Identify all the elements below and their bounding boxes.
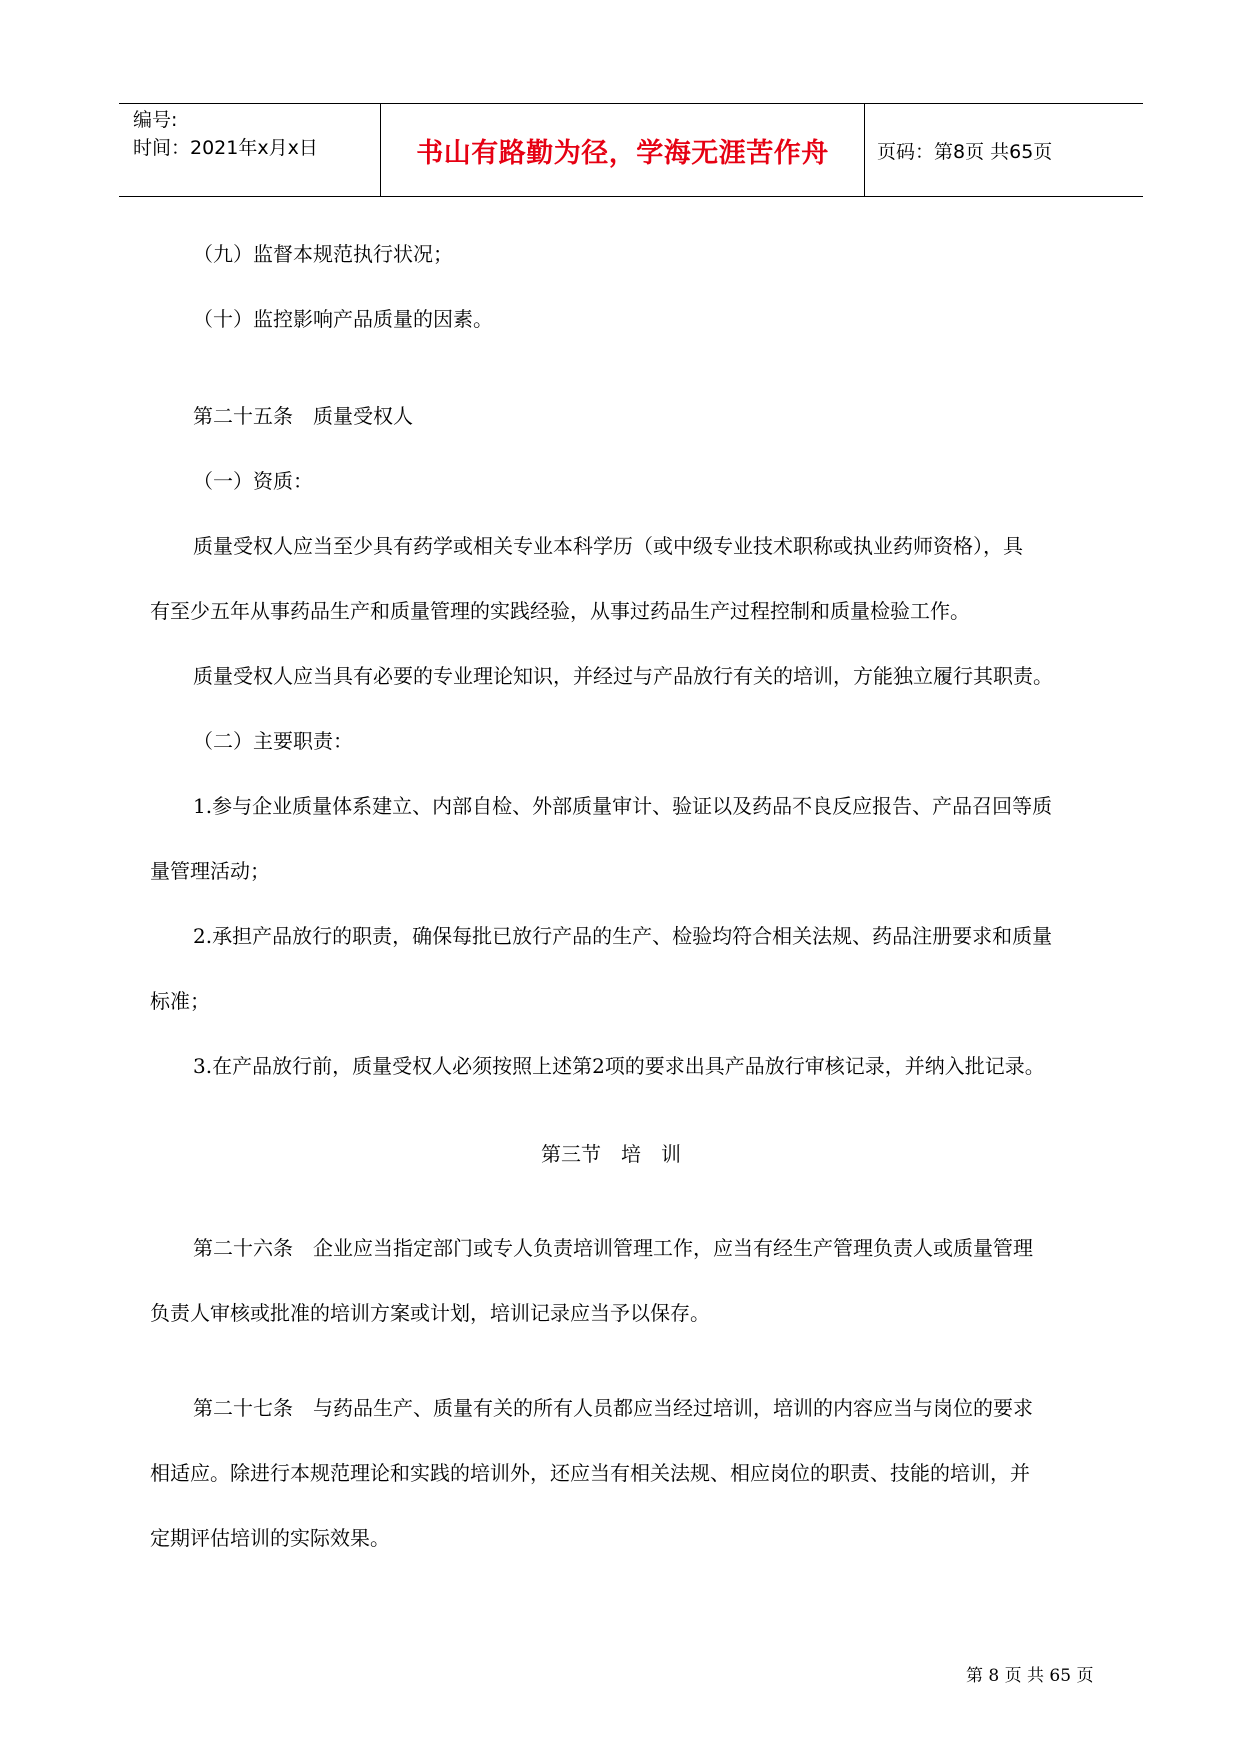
duty-item-2-cont: 标准； [150, 989, 210, 1013]
list-item-9: （九）监督本规范执行状况； [193, 242, 453, 266]
paragraph-line: 质量受权人应当至少具有药学或相关专业本科学历（或中级专业技术职称或执业药师资格），具 [193, 534, 1023, 558]
header-meta-cell [119, 104, 381, 196]
article-27-cont: 定期评估培训的实际效果。 [150, 1526, 390, 1550]
paragraph-line: 质量受权人应当具有必要的专业理论知识，并经过与产品放行有关的培训，方能独立履行其职责。 [193, 664, 1053, 688]
header-motto: 书山有路勤为径，学海无涯苦作舟 [381, 104, 865, 196]
duty-item-3: 3.在产品放行前，质量受权人必须按照上述第2项的要求出具产品放行审核记录，并纳入批记录。 [193, 1054, 1045, 1078]
list-item-10: （十）监控影响产品质量的因素。 [193, 307, 493, 331]
article-27-cont: 相适应。除进行本规范理论和实践的培训外，还应当有相关法规、相应岗位的职责、技能的培训，并 [150, 1461, 1030, 1485]
article-25-heading: 第二十五条 质量受权人 [193, 404, 413, 428]
duty-item-1-cont: 量管理活动； [150, 859, 270, 883]
header-page-info: 页码：第8页 共65页 [877, 140, 1053, 163]
article-26: 第二十六条 企业应当指定部门或专人负责培训管理工作，应当有经生产管理负责人或质量管理 [193, 1236, 1033, 1260]
time-label: 时间：2021年x月x日 [133, 137, 318, 159]
page-header [119, 103, 1143, 197]
subheading-duties: （二）主要职责： [193, 729, 353, 753]
subheading-qualification: （一）资质： [193, 469, 313, 493]
duty-item-2: 2.承担产品放行的职责，确保每批已放行产品的生产、检验均符合相关法规、药品注册要求和质量 [193, 924, 1053, 948]
section-heading: 第三节 培 训 [541, 1142, 681, 1166]
article-27: 第二十七条 与药品生产、质量有关的所有人员都应当经过培训，培训的内容应当与岗位的要求 [193, 1396, 1033, 1420]
duty-item-1: 1.参与企业质量体系建立、内部自检、外部质量审计、验证以及药品不良反应报告、产品召回等质 [193, 794, 1053, 818]
paragraph-line: 有至少五年从事药品生产和质量管理的实践经验，从事过药品生产过程控制和质量检验工作。 [150, 599, 970, 623]
article-26-cont: 负责人审核或批准的培训方案或计划，培训记录应当予以保存。 [150, 1301, 710, 1325]
serial-label: 编号: [133, 109, 178, 131]
page-footer: 第 8 页 共 65 页 [966, 1666, 1094, 1686]
